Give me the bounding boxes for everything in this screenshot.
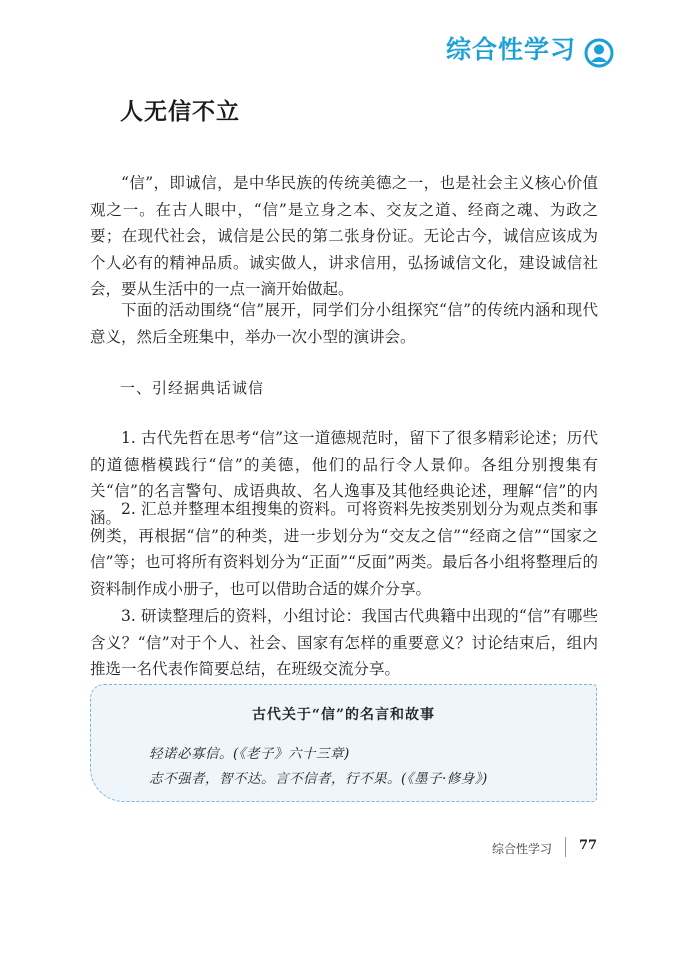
header-title: 综合性学习 [445,35,576,64]
activity-paragraph: 下面的活动围绕“信”展开，同学们分小组探究“信”的传统内涵和现代意义，然后全班集中，举办一次小型的演讲会。 [90,301,598,346]
person-circle-icon [584,38,614,68]
quote-box-title: 古代关于“信”的名言和故事 [251,707,436,723]
quote-box [90,684,597,802]
quote-line: 志不强者，智不达。言不信者，行不果。(《墨子·修身》) [149,771,488,787]
quote-line: 轻诺必寡信。(《老子》六十三章) [149,746,350,762]
lesson-title: 人无信不立 [120,99,240,125]
activity-item-3: 3. 研读整理后的资料，小组讨论：我国古代典籍中出现的“信”有哪些含义？“信”对于个人、社会、国家有怎样的重要意义？讨论结束后，组内推选一名代表作简要总结，在班级交流分享。 [90,607,598,678]
page-number: 77 [579,838,598,853]
activity-item-1: 1. 古代先哲在思考“信”这一道德规范时，留下了很多精彩论述；历代的道德楷模践行“信”的美德，他们的品行令人景仰。各组分别搜集有关“信”的名言警句、成语典故、名人逸事及其他经典论述，理解“信”的内涵。 [90,429,598,527]
intro-paragraph: “信”，即诚信，是中华民族的传统美德之一，也是社会主义核心价值观之一。在古人眼中，“信”是立身之本、交友之道、经商之魂、为政之要；在现代社会，诚信是公民的第二张身份证。无论古今，诚信应该成为个人必有的精神品质。诚实做人，讲求信用，弘扬诚信文化，建设诚信社会，要从生活中的一点一滴开始做起。 [90,174,598,298]
page-header [0,0,688,88]
activity-item-2: 2. 汇总并整理本组搜集的资料。可将资料先按类别划分为观点类和事例类，再根据“信”的种类，进一步划分为“交友之信”“经商之信”“国家之信”等；也可将所有资料划分为“正面”“反面”两类。最后各小组将整理后的资料制作成小册子，也可以借助合适的媒介分享。 [90,500,598,598]
footer-divider [565,837,566,857]
footer-label: 综合性学习 [492,842,553,856]
section-heading: 一、引经据典话诚信 [120,379,265,397]
